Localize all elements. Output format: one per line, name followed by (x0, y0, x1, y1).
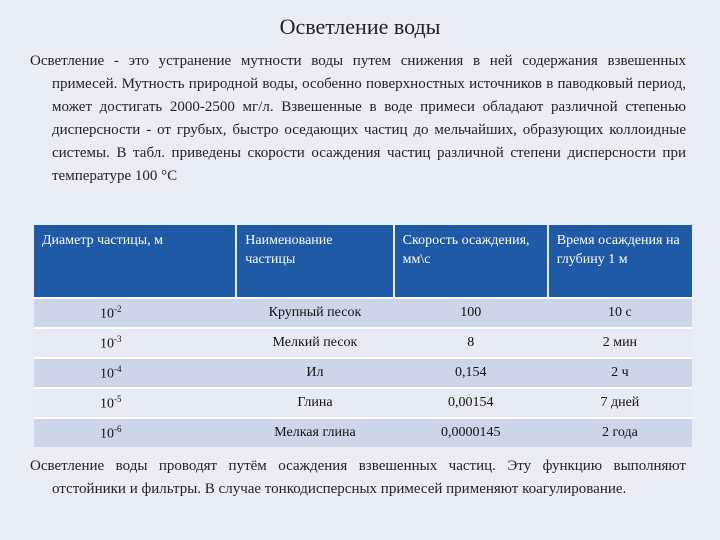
diameter-exponent: -2 (114, 303, 122, 314)
slide-title: Осветление воды (279, 14, 441, 39)
cell-time: 10 с (548, 298, 692, 328)
cell-diameter (34, 418, 236, 447)
cell-diameter (34, 388, 236, 418)
header-name: Наименование частицы (236, 225, 393, 298)
cell-name: Мелкая глина (236, 418, 393, 447)
diameter-exponent: -3 (114, 333, 122, 344)
table-row (34, 388, 692, 418)
diameter-base: 10 (100, 426, 114, 442)
cell-time: 2 ч (548, 358, 692, 388)
table-header-row (34, 225, 692, 298)
cell-diameter (34, 298, 236, 328)
cell-speed: 0,154 (394, 358, 548, 388)
table-row (34, 328, 692, 358)
cell-diameter (34, 358, 236, 388)
cell-time: 2 года (548, 418, 692, 447)
cell-speed: 100 (394, 298, 548, 328)
diameter-base: 10 (100, 336, 114, 352)
diameter-exponent: -6 (114, 423, 122, 434)
cell-name: Глина (236, 388, 393, 418)
table-row (34, 358, 692, 388)
table-row (34, 418, 692, 447)
cell-name: Мелкий песок (236, 328, 393, 358)
cell-name: Ил (236, 358, 393, 388)
diameter-exponent: -4 (114, 363, 122, 374)
diameter-base: 10 (100, 306, 114, 322)
cell-speed: 0,00154 (394, 388, 548, 418)
cell-speed: 0,0000145 (394, 418, 548, 447)
diameter-exponent: -5 (114, 393, 122, 404)
table-row (34, 298, 692, 328)
diameter-base: 10 (100, 366, 114, 382)
cell-time: 7 дней (548, 388, 692, 418)
cell-diameter (34, 328, 236, 358)
header-diameter: Диаметр частицы, м (34, 225, 236, 298)
header-speed: Скорость осаждения, мм\с (394, 225, 548, 298)
header-time: Время осаждения на глубину 1 м (548, 225, 692, 298)
sedimentation-table (34, 225, 692, 447)
cell-speed: 8 (394, 328, 548, 358)
intro-paragraph: Осветление - это устранение мутности воды путем снижения в ней содержания взвешенных примесей. Мутность природной воды, особенно поверхностных источников в паводковый период, может достигать 2000-2500 мг/л. Взвешенные в воде примеси обладают различной степенью дисперсности - от грубых, быстро оседающих частиц до мельчайших, образующих коллоидные системы. В табл. приведены скорости осаждения частиц различной степени дисперсности при температуре 100 °С (30, 53, 686, 184)
cell-name: Крупный песок (236, 298, 393, 328)
outro-paragraph: Осветление воды проводят путём осаждения взвешенных частиц. Эту функцию выполняют отстойники и фильтры. В случае тонкодисперсных примесей применяют коагулирование. (30, 458, 686, 497)
diameter-base: 10 (100, 396, 114, 412)
cell-time: 2 мин (548, 328, 692, 358)
